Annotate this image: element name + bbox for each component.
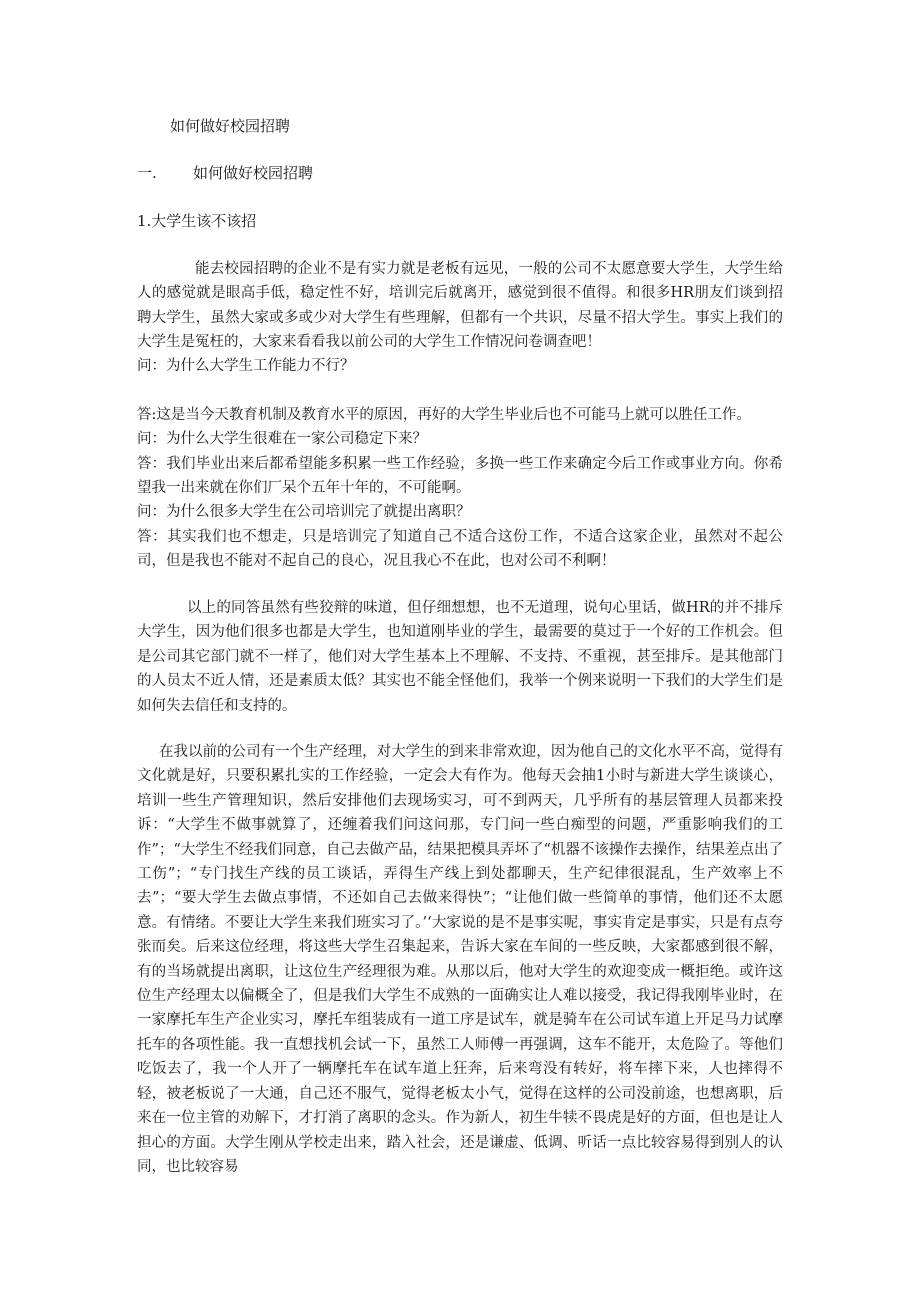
qa-block [137,354,783,574]
qa-question-2: 问：为什么大学生很难在一家公司稳定下来？ [137,431,427,448]
subsection-heading: 1.大学生该不该招 [137,212,257,230]
qa-answer-2: 答：我们毕业出来后都希望能多积累一些工作经验，多换一些工作来确定今后工作或事业方向。你希望我一出来就在你们厂呆个五年十年的，不可能啊。 [137,455,783,497]
section-number: 一. [137,164,157,182]
section-title: 如何做好校园招聘 [193,164,314,182]
qa-question-3: 问：为什么很多大学生在公司培训完了就提出离职？ [137,504,471,521]
qa-answer-3: 答：其实我们也不想走，只是培训完了知道自己不适合这份工作，不适合这家企业，虽然对不起公司，但是我也不能对不起自己的良心，况且我心不在此，也对公司不利啊！ [137,528,783,570]
paragraph-2-text: 以上的同答虽然有些狡辩的味道，但仔细想想，也不无道理，说句心里话，做HR的并不排斥大学生，因为他们很多也都是大学生，也知道刚毕业的学生，最需要的莫过于一个好的工作机会。但是公司其它部门就不一样了，他们对大学生基本上不理解、不支持、不重视，甚至排斥。是其他部门的人员太不近人情，还是素质太低？其实也不能全怪他们，我举一个例来说明一下我们的大学生们是如何失去信任和支持的。 [137,600,783,714]
intro-paragraph-text: 能去校园招聘的企业不是有实力就是老板有远见，一般的公司不太愿意要大学生，大学生给人的感觉就是眼高手低，稳定性不好，培训完后就离开，感觉到很不值得。和很多HR朋友们谈到招聘大学生，虽然大家或多或少对大学生有些理解，但都有一个共识，尽量不招大学生。事实上我们的大学生是冤枉的，大家来看看我以前公司的大学生工作情况问卷调查吧！ [137,261,783,351]
intro-paragraph [137,257,783,355]
paragraph-3 [137,740,783,1179]
paragraph-2 [137,596,783,718]
qa-question-1: 问：为什么大学生工作能力不行？ [137,358,355,374]
qa-answer-1: 答:这是当今天教育机制及教育水平的原因，再好的大学生毕业后也不可能马上就可以胜任工作。 [137,406,751,423]
paragraph-3-text: 在我以前的公司有一个生产经理，对大学生的到来非常欢迎，因为他自己的文化水平不高，觉得有文化就是好，只要积累扎实的工作经验，一定会大有作为。他每天会抽1小时与新进大学生谈谈心，培训一些生产管理知识，然后安排他们去现场实习，可不到两天，几乎所有的基层管理人员都来投诉：“大学生不做事就算了，还缠着我们问这问那，专门问一些白痴型的问题，严重影响我们的工作”；“大学生不经我们同意，自己去做产品，结果把模具弄坏了“机器不该操作去操作，结果差点出了工伤”；“专门找生产线的员工谈话，弄得生产线上到处都聊天，生产纪律很混乱，生产效率上不去”；“要大学生去做点事情，不还如自己去做来得快”；“让他们做一些简单的事情，他们还不太愿意。有情绪。不要让大学生来我们班实习了。’‘大家说的是不是事实呢，事实肯定是事实，只是有点夸张而矣。后来这位经理，将这些大学生召集起来，告诉大家在车间的一些反映，大家都感到很不解，有的当场就提出离职，让这位生产经理很为难。从那以后，他对大学生的欢迎变成一概拒绝。或许这位生产经理太以偏概全了，但是我们大学生不成熟的一面确实让人难以接受，我记得我刚毕业时，在一家摩托车生产企业实习，摩托车组装成有一道工序是试车，就是骑车在公司试车道上开足马力试摩托车的各项性能。我一直想找机会试一下，虽然工人师傅一再强调，这车不能开，太危险了。等他们吃饭去了，我一个人开了一辆摩托车在试车道上狂奔，后来弯没有转好，将车摔下来，人也摔得不轻，被老板说了一大通，自己还不服气，觉得老板太小气，觉得在这样的公司没前途，也想离职，后来在一位主管的劝解下，才打消了离职的念头。作为新人，初生牛犊不畏虎是好的方面，但也是让人担心的方面。大学生刚从学校走出来，踏入社会，还是谦虚、低调、听话一点比较容易得到别人的认同，也比较容易 [137,744,783,1175]
document-title: 如何做好校园招聘 [170,117,291,135]
